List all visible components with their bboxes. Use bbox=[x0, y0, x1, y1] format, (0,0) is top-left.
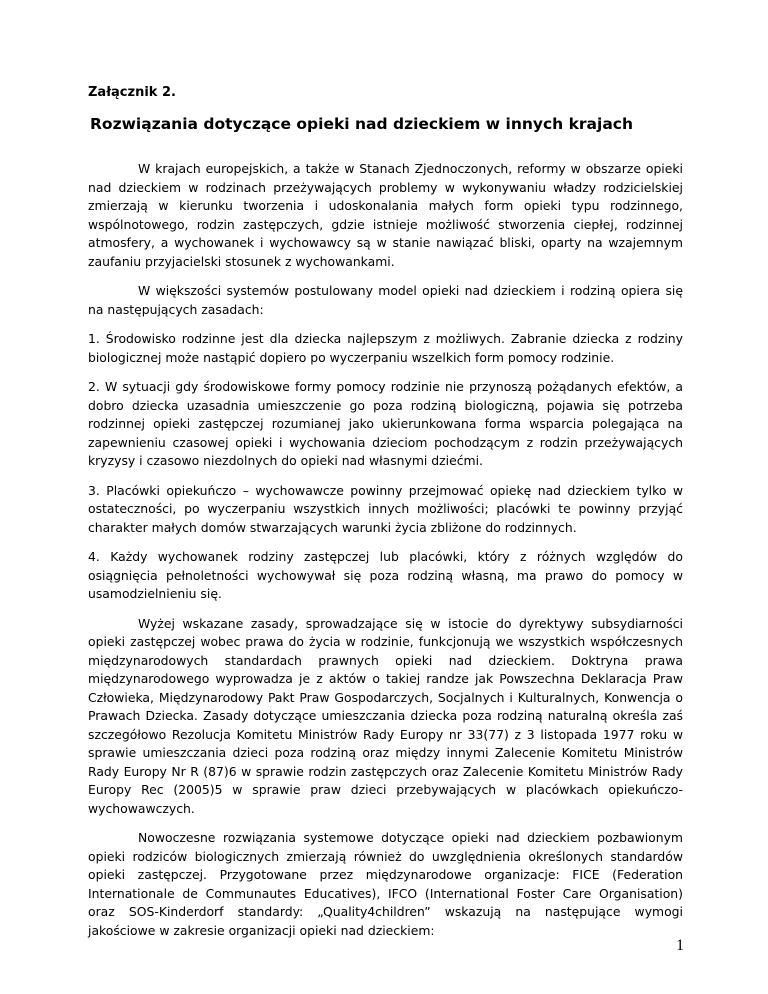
annex-label: Załącznik 2. bbox=[88, 85, 176, 100]
paragraph-principles-lead: W większości systemów postulowany model opieki nad dzieckiem i rodziną opiera się na następujących zasadach: bbox=[88, 283, 683, 317]
paragraph-standards: Nowoczesne rozwiązania systemowe dotyczące opieki nad dzieckiem pozbawionym opieki rodziców biologicznych zmierzają również do uwzględnienia określonych standardów opieki zastępczej. Przygotowane przez międzynarodowe organizacje: FICE (Federation Internationale de Communautes Educatives), IFCO (International Foster Care Organisation) oraz SOS-Kinderdorf standardy: „Quality4children” wskazują na następujące wymogi jakościowe w zakresie organizacji opieki nad dzieckiem: bbox=[88, 830, 683, 938]
document-title: Rozwiązania dotyczące opieki nad dzieckiem w innych krajach bbox=[90, 115, 634, 133]
document-body bbox=[88, 160, 683, 951]
paragraph-principle-2: 2. W sytuacji gdy środowiskowe formy pomocy rodzinie nie przynoszą pożądanych efektów, a dobro dziecka uzasadnia umieszczenie go poza rodziną biologiczną, pojawia się potrzeba rodzinnej opieki zastępczej rozumianej jako ukierunkowana forma wsparcia polegająca na zapewnieniu czasowej opieki i wychowania dzieciom pochodzącym z rodzin przeżywających kryzysy i czasowo niezdolnych do opieki nad własnymi dziećmi. bbox=[88, 379, 683, 468]
paragraph-principle-4: 4. Każdy wychowanek rodziny zastępczej lub placówki, który z różnych względów do osiągnięcia pełnoletności wychowywał się poza rodziną własną, ma prawo do pomocy w usamodzielnieniu się. bbox=[88, 549, 683, 601]
paragraph-principle-3: 3. Placówki opiekuńczo – wychowawcze powinny przejmować opiekę nad dzieckiem tylko w ostateczności, po wyczerpaniu wszystkich innych możliwości; placówki te powinny przyjąć charakter małych domów stwarzających warunki życia zbliżone do rodzinnych. bbox=[88, 482, 683, 535]
paragraph-principle-1: 1. Środowisko rodzinne jest dla dziecka najlepszym z możliwych. Zabranie dziecka z rodziny biologicznej może nastąpić dopiero po wyczerpaniu wszelkich form pomocy rodzinie. bbox=[88, 331, 683, 365]
page-number: 1 bbox=[676, 937, 684, 954]
paragraph-intro: W krajach europejskich, a także w Stanach Zjednoczonych, reformy w obszarze opieki nad dzieckiem w rodzinach przeżywających problemy w wykonywaniu władzy rodzicielskiej zmierzają w kierunku tworzenia i udoskonalania małych form opieki typu rodzinnego, wspólnotowego, rodzin zastępczych, gdzie istnieje możliwość stworzenia ciepłej, rodzinnej atmosfery, a wychowanek i wychowawcy są w stanie nawiązać bliski, oparty na wzajemnym zaufaniu przyjacielski stosunek z wychowankami. bbox=[88, 161, 683, 269]
paragraph-legal-basis: Wyżej wskazane zasady, sprowadzające się w istocie do dyrektywy subsydiarności opieki zastępczej wobec prawa do życia w rodzinie, funkcjonują we wszystkich współczesnych międzynarodowych standardach prawnych opieki nad dzieckiem. Doktryna prawa międzynarodowego wyprowadza je z aktów o takiej randze jak Powszechna Deklaracja Praw Człowieka, Międzynarodowy Pakt Praw Gospodarczych, Socjalnych i Kulturalnych, Konwencja o Prawach Dziecka. Zasady dotyczące umieszczania dziecka poza rodziną naturalną określa zaś szczegółowo Rezolucja Komitetu Ministrów Rady Europy nr 33(77) z 3 listopada 1977 roku w sprawie umieszczania dzieci poza rodziną oraz między innymi Zalecenie Komitetu Ministrów Rady Europy Nr R (87)6 w sprawie rodzin zastępczych oraz Zalecenie Komitetu Ministrów Rady Europy Rec (2005)5 w sprawie praw dzieci przebywających w placówkach opiekuńczo-wychowawczych. bbox=[88, 615, 683, 816]
